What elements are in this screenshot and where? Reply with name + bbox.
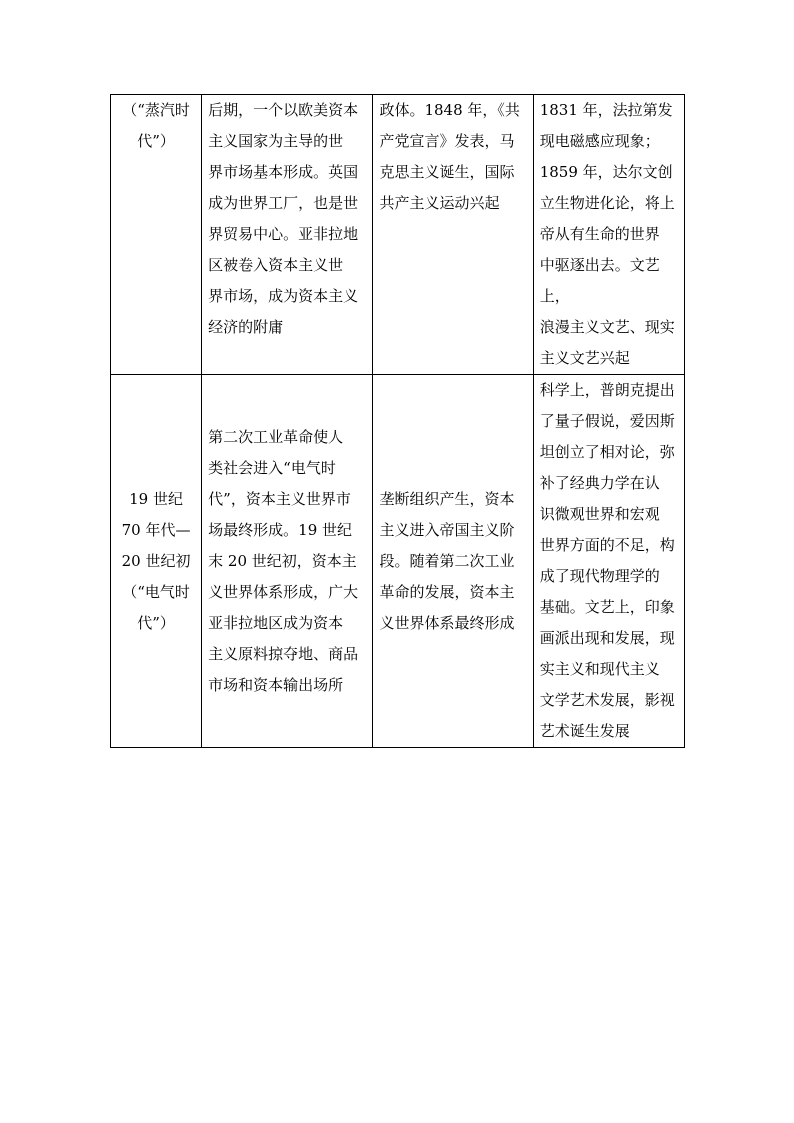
politics-text: 政体。1848 年，《共 产党宣言》发表，马 克思主义诞生，国际 共产主义运动兴起 (379, 101, 520, 212)
politics-cell (373, 95, 533, 375)
table-row (111, 375, 685, 748)
economy-cell (202, 95, 373, 375)
era-text: （“蒸汽时 代”） (122, 101, 190, 150)
economy-cell (202, 375, 373, 748)
table-row (111, 95, 685, 375)
history-table (110, 94, 685, 748)
era-text: 19 世纪 70 年代— 20 世纪初 （“电气时 代”） (121, 489, 191, 632)
politics-cell (373, 375, 533, 748)
politics-text: 垄断组织产生，资本 主义进入帝国主义阶 段。随着第二次工业 革命的发展，资本主 义世界体系最终形成 (379, 489, 515, 632)
culture-text: 科学上，普朗克提出 了量子假说，爱因斯 坦创立了相对论，弥 补了经典力学在认 识微观世界和宏观 世界方面的不足，构 成了现代物理学的 基础。文艺上，印象 画派出现和发展，现 实主义和现代主义 文学艺术发展，影视 艺术诞生发展 (539, 381, 675, 740)
era-cell (111, 95, 202, 375)
culture-cell (533, 375, 684, 748)
economy-text: 后期，一个以欧美资本 主义国家为主导的世 界市场基本形成。英国 成为世界工厂，也是世 界贸易中心。亚非拉地 区被卷入资本主义世 界市场，成为资本主义 经济的附庸 (208, 101, 359, 336)
culture-text: 1831 年，法拉第发 现电磁感应现象； 1859 年，达尔文创 立生物进化论，将上 帝从有生命的世界 中驱逐出去。文艺上， 浪漫主义文艺、现实 主义文艺兴起 (539, 101, 675, 367)
era-cell (111, 375, 202, 748)
economy-text: 第二次工业革命使人 类社会进入“电气时 代”，资本主义世界市 场最终形成。19 世纪 末 20 世纪初，资本主 义世界体系形成，广大 亚非拉地区成为资本 主义原料掠夺地、商品 市场和资本输出场所 (208, 427, 359, 694)
culture-cell (533, 95, 684, 375)
